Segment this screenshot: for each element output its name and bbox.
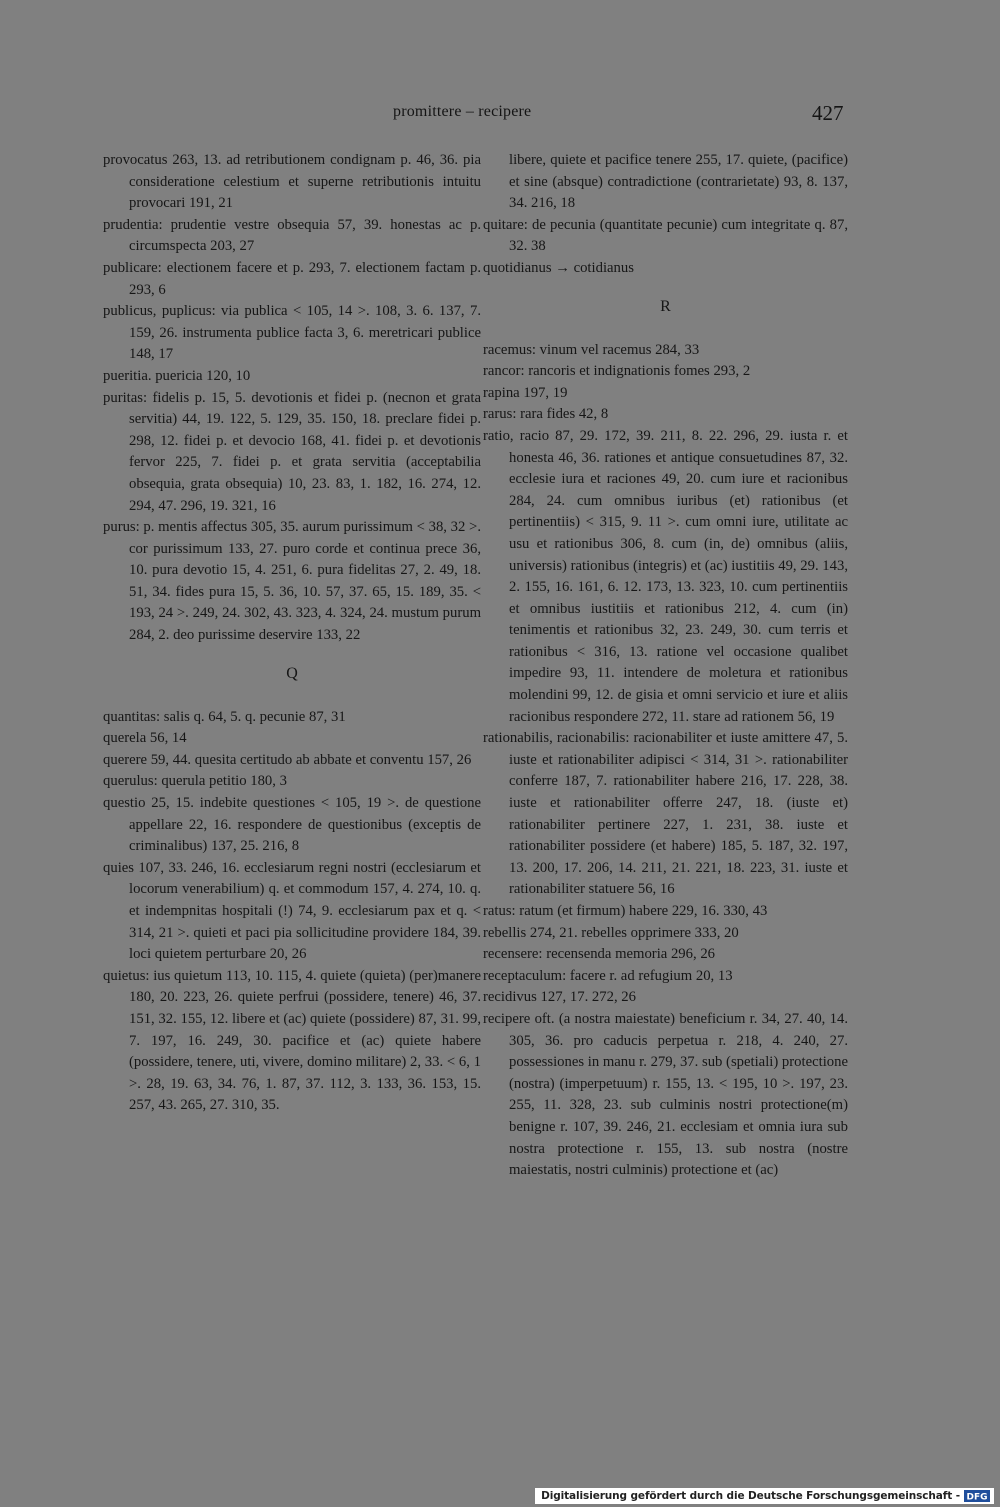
index-entry: purus: p. mentis affectus 305, 35. aurum purissimum < 38, 32 >. cor purissimum 133, 27. puro corde et continua prece 36, 10. pura devotio 15, 4. 251, 6. pura fidelitas 27, 2. 49, 18. 51, 34. fides pura 15, 5. 36, 10. 57, 37. 65, 15. 189, 35. < 193, 24 >. 249, 24. 302, 43. 323, 4. 324, 24. mustum purum 284, 2. deo purissime deservire 133, 22: [103, 519, 481, 644]
credit-text: Digitalisierung gefördert durch die Deutsche Forschungsgemeinschaft -: [541, 1490, 960, 1502]
section-heading-r: R: [660, 297, 671, 315]
index-entry: recidivus 127, 17. 272, 26: [483, 989, 636, 1006]
index-entry: rationabilis, racionabilis: racionabiliter et iuste amittere 47, 5. iuste et rationabiliter adipisci < 314, 31 >. rationabiliter conferre 187, 7. rationabiliter habere 216, 17. 228, 38. iuste et rationabiliter offerre 247, 18. (iuste et) rationabiliter pertinere 227, 1. 231, 38. iuste et rationabiliter possidere (et habere) 185, 5. 187, 32. 197, 13. 200, 17. 206, 14. 211, 21. 221, 18. 223, 31. iuste et rationabiliter statuere 56, 16: [483, 730, 848, 898]
left-column: [103, 150, 481, 1117]
dfg-logo-icon: [964, 1490, 990, 1502]
index-entry: ratio, racio 87, 29. 172, 39. 211, 8. 22. 296, 29. iusta r. et honesta 46, 36. rationes et antique consuetudines 87, 32. ecclesie iura et raciones 49, 20. cum iure et racionibus 284, 24. cum omnibus iuribus (et) rationibus (et pertinentiis) < 315, 9. 11 >. cum omni iure, utilitate ac usu et rationibus 306, 8. cum (in, de) omnibus (aliis, universis) rationibus (integris) et (ac) iustitiis 49, 29. 143, 2. 155, 16. 161, 6. 12. 173, 13. 323, 10. cum pertinentiis et omnibus iustitiis et rationibus 212, 4. cum (in) tenimentis et rationibus 32, 23. 249, 30. cum terris et rationibus < 316, 13. ratione vel occasione qualibet impedire 93, 11. intendere de moletura et rationibus molendini 99, 12. de gisia et omni servicio et iure et aliis racionibus respondere 272, 11. stare ad rationem 56, 19: [483, 427, 848, 725]
index-entry: recensere: recensenda memoria 296, 26: [483, 946, 716, 963]
index-entry: provocatus 263, 13. ad retributionem condignam p. 46, 36. pia consideratione celestium et superne retributionis intuitu provocari 191, 21: [103, 152, 481, 212]
index-entry: puritas: fidelis p. 15, 5. devotionis et fidei p. (necnon et grata servitia) 44, 19. 122, 5. 129, 35. 150, 18. preclare fidei p. 298, 12. fidei p. et devocio 168, 41. fidei p. et devotionis fervor 225, 7. fidei p. et grata servitia (acceptabilia obsequia, grata obsequia) 10, 23. 83, 1. 182, 16. 274, 12. 294, 47. 296, 19. 321, 16: [103, 389, 481, 514]
index-entry: quies 107, 33. 246, 16. ecclesiarum regni nostri (ecclesiarum et locorum venerabilium) q. et commodum 157, 4. 274, 10. q. et indempnitas hospitali (!) 74, 9. ecclesiarum pax et q. < 314, 21 >. quieti et paci pia sollicitudine providere 184, 39. loci quietem perturbare 20, 26: [103, 859, 481, 963]
index-entry: rancor: rancoris et indignationis fomes 293, 2: [483, 363, 751, 380]
index-entry: rapina 197, 19: [483, 384, 568, 401]
digitization-credit: [535, 1488, 994, 1504]
index-entry: querere 59, 44. quesita certitudo ab abbate et conventu 157, 26: [103, 751, 472, 768]
page-number: 427: [812, 101, 844, 125]
running-head: [0, 103, 1000, 131]
svg-text:DFG: DFG: [966, 1492, 988, 1502]
running-title: promittere – recipere: [393, 103, 532, 120]
index-entry: rebellis 274, 21. rebelles opprimere 333, 20: [483, 924, 739, 941]
index-entry-continuation: libere, quiete et pacifice tenere 255, 17. quiete, (pacifice) et sine (absque) contradictione (contrarietate) 93, 8. 137, 34. 216, 18: [509, 152, 848, 212]
index-entry: recipere oft. (a nostra maiestate) beneficium r. 34, 27. 40, 14. 305, 36. pro caducis perpetua r. 218, 4. 240, 27. possessiones in manu r. 279, 37. sub (spetiali) protectione (nostra) (imperpetuum) r. 155, 13. < 195, 10 >. 197, 23. 255, 11. 328, 23. sub culminis nostri protectione(m) benigne r. 107, 39. 246, 21. ecclesiam et omnia iura sub nostra protectione r. 155, 13. sub nostra (nostre maiestatis, nostri culminis) protectione et (ac): [483, 1010, 848, 1179]
index-entry: quitare: de pecunia (quantitate pecunie) cum integritate q. 87, 32. 38: [483, 216, 848, 255]
index-entry: ratus: ratum (et firmum) habere 229, 16. 330, 43: [483, 903, 768, 919]
index-entry: publicus, puplicus: via publica < 105, 14 >. 108, 3. 6. 137, 7. 159, 26. instrumenta publice facta 3, 6. meretricari publice 148, 17: [103, 303, 481, 363]
index-entry: quietus: ius quietum 113, 10. 115, 4. quiete (quieta) (per)manere 180, 20. 223, 26. quiete perfrui (possidere, tenere) 46, 37. 151, 32. 155, 12. libere et (ac) quiete (possidere) 87, 31. 99, 7. 197, 16. 249, 30. pacifice et (ac) quiete habere (possidere, tenere, uti, vivere, domino militare) 2, 33. < 6, 1 >. 28, 19. 63, 34. 76, 1. 87, 37. 112, 3. 133, 36. 153, 15. 257, 43. 265, 27. 310, 35.: [103, 967, 481, 1114]
index-entry: quotidianus → cotidianus: [483, 259, 634, 276]
index-entry: questio 25, 15. indebite questiones < 105, 19 >. de questione appellare 22, 16. respondere de questionibus (exceptis de criminalibus) 137, 25. 216, 8: [103, 795, 481, 855]
index-entry: querulus: querula petitio 180, 3: [103, 773, 287, 790]
index-entry: querela 56, 14: [103, 730, 187, 747]
index-entry: quantitas: salis q. 64, 5. q. pecunie 87, 31: [103, 708, 346, 725]
index-entry: prudentia: prudentie vestre obsequia 57, 39. honestas ac p. circumspecta 203, 27: [103, 216, 481, 255]
index-entry: receptaculum: facere r. ad refugium 20, 13: [483, 967, 733, 984]
index-entry: rarus: rara fides 42, 8: [483, 406, 609, 423]
index-entry: publicare: electionem facere et p. 293, 7. electionem factam p. 293, 6: [103, 259, 481, 298]
index-entry: pueritia. puericia 120, 10: [103, 367, 251, 384]
index-entry: racemus: vinum vel racemus 284, 33: [483, 341, 700, 358]
right-column: [483, 150, 848, 1182]
section-heading-q: Q: [286, 664, 298, 682]
